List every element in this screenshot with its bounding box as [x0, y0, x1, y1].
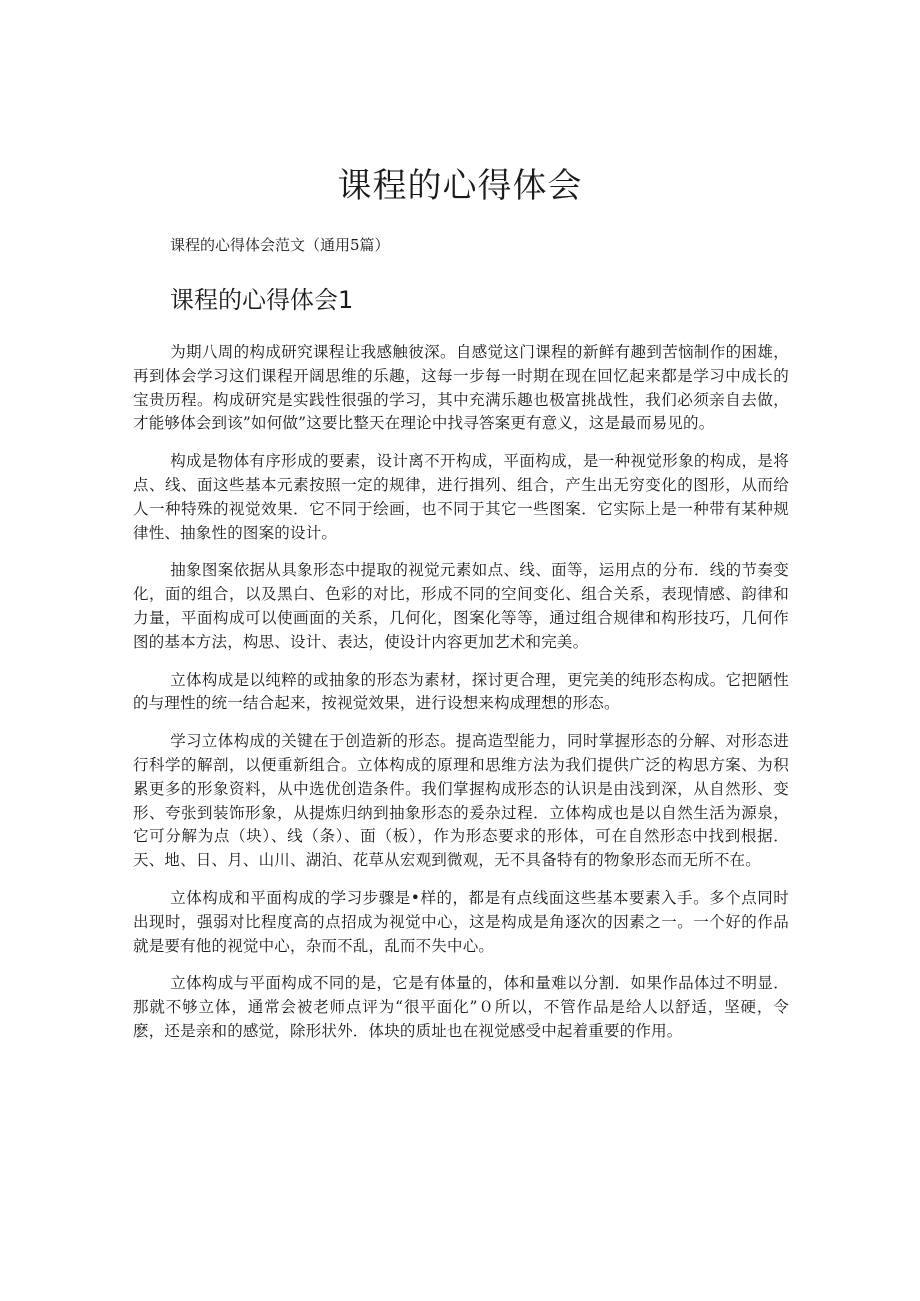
paragraph: 立体构成是以纯粹的或抽象的形态为素材，探讨更合理，更完美的纯形态构成。它把陋性的与理性的统一结合起来，按视觉效果，进行设想来构成理想的形态。: [133, 670, 789, 713]
paragraph: 为期八周的构成研究课程让我感触彼深。自感觉这门课程的新鲜有趣到苦恼制作的困雄，再到体会学习这们课程开阔思维的乐趣，这每一步每一时期在现在回忆起来都是学习中成长的宝贵历程。构成研究是实践性很强的学习，其中充满乐趣也极富挑战性，我们必须亲自去做，才能够体会到该”如何做”这要比整天在理论中找寻答案更有意义，这是最而易见的。: [133, 343, 789, 433]
section-heading: 课程的心得体会1: [170, 286, 354, 314]
paragraph: 构成是物体有序形成的要素，设计离不开构成，平面构成，是一种视觉形象的构成，是将点、线、面这些基本元素按照一定的规律，进行揖列、组合，产生出无穷变化的图形，从而给人一种特殊的视觉效果．它不同于绘画，也不同于其它一些图案．它实际上是一种带有某种规律性、抽象性的图案的设计。: [133, 452, 789, 542]
body-text: [133, 341, 789, 1058]
paragraph: 立体构成和平面构成的学习步骤是•样的，都是有点线面这些基本要素入手。多个点同时出现时，强弱对比程度高的点招成为视觉中心，这是构成是角逐次的因素之一。一个好的作品就是要有他的视觉中心，杂而不乱，乱而不失中心。: [133, 888, 789, 955]
paragraph: 学习立体构成的关键在于创造新的形态。提高造型能力，同时掌握形态的分解、对形态进行科学的解剖，以便重新组合。立体构成的原理和思维方法为我们提供广泛的构思方案、为积累更多的形象资料，从中选优创造条件。我们掌握构成形态的认识是由浅到深，从自然形、变形、夸张到装饰形象，从提炼归纳到抽象形态的爰杂过程．立体构成也是以自然生活为源泉，它可分解为点（块）、线（条）、面（板），作为形态要求的形体，可在自然形态中找到根据．天、地、日、月、山川、湖泊、花草从宏观到微观，无不具备特有的物象形态而无所不在。: [133, 732, 789, 870]
document-title: 课程的心得体会: [337, 166, 583, 206]
paragraph: 抽象图案依据从具象形态中提取的视觉元素如点、线、面等，运用点的分布．线的节奏变化，面的组合，以及黑白、色彩的对比，形成不同的空间变化、组合关系，表现情感、韵律和力量，平面构成可以使画面的关系，几何化，图案化等等，通过组合规律和构形技巧，几何作图的基本方法，构思、设计、表达，使设计内容更加艺术和完美。: [133, 561, 789, 651]
paragraph: 立体构成与平面构成不同的是，它是有体量的，体和量难以分割．如果作品体过不明显．那就不够立体，通常会被老师点评为“很平面化”０所以，不管作品是给人以舒适，坚硬，令麽，还是亲和的感觉，除形状外．体块的质址也在视觉感受中起着重要的作用。: [133, 974, 789, 1040]
document-subtitle: 课程的心得体会范文（通用5篇）: [170, 236, 390, 254]
